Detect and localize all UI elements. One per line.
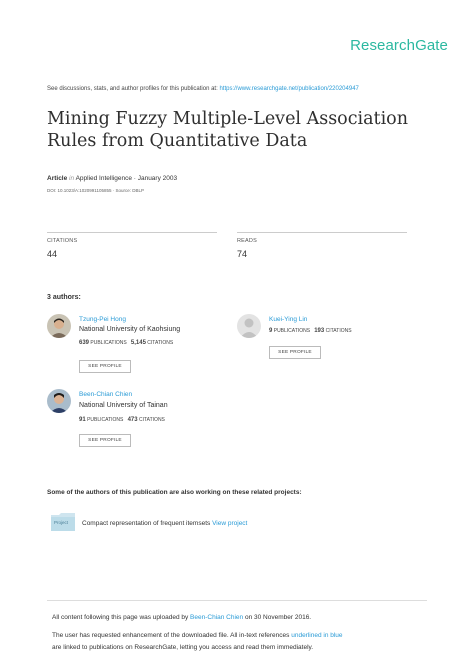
author-publications-count: 91 [79, 417, 86, 423]
uploader-link[interactable]: Been-Chian Chien [190, 614, 244, 621]
discussion-notice [47, 86, 359, 92]
citations-divider [47, 232, 217, 233]
author-citations-label: CITATIONS [147, 340, 174, 346]
author-photo-icon [47, 314, 71, 338]
see-profile-button[interactable]: SEE PROFILE [269, 346, 321, 359]
publication-url-link[interactable]: https://www.researchgate.net/publication/220204947 [219, 86, 359, 92]
author-citations-count: 193 [314, 328, 325, 334]
view-project-link[interactable]: View project [212, 520, 248, 527]
author-publications-label: PUBLICATIONS [87, 417, 124, 423]
project-item [82, 520, 247, 527]
authors-heading: 3 authors: [47, 294, 81, 301]
underlined-link[interactable]: underlined in blue [291, 632, 343, 639]
author-publications-count: 9 [269, 328, 273, 334]
upload-notice [52, 614, 311, 621]
upload-text-pre: All content following this page was uploaded by [52, 614, 189, 621]
footer-divider [47, 600, 427, 601]
discussion-text: See discussions, stats, and author profiles for this publication at: [47, 86, 218, 92]
enhancement-notice [52, 632, 343, 639]
researchgate-logo[interactable]: ResearchGate [350, 37, 448, 54]
related-projects-heading: Some of the authors of this publication are also working on these related projects: [47, 489, 302, 496]
journal-date: Applied Intelligence · January 2003 [75, 175, 178, 182]
default-user-icon [237, 314, 261, 338]
project-title: Compact representation of frequent itemsets [82, 520, 211, 527]
author-photo-icon [47, 389, 71, 413]
author-avatar-kuei-ying-lin[interactable] [237, 314, 261, 338]
linked-notice: are linked to publications on ResearchGate, letting you access and read them immediately. [52, 644, 314, 651]
author-publications-count: 639 [79, 340, 90, 346]
author-avatar-tzung-pei-hong[interactable] [47, 314, 71, 338]
meta-in: in [69, 175, 75, 182]
author-avatar-been-chian-chien[interactable] [47, 389, 71, 413]
project-icon [50, 512, 76, 532]
doi-source: DOI: 10.1023/A:1020991105855 · Source: DBLP [47, 188, 144, 193]
author-stats [79, 417, 165, 423]
author-citations-label: CITATIONS [325, 328, 352, 334]
author-citations-label: CITATIONS [138, 417, 165, 423]
author-stats [79, 340, 173, 346]
see-profile-button[interactable]: SEE PROFILE [79, 434, 131, 447]
author-publications-label: PUBLICATIONS [90, 340, 127, 346]
reads-divider [237, 232, 407, 233]
enhancement-text: The user has requested enhancement of the downloaded file. All in-text references [52, 632, 290, 639]
author-affiliation: National University of Kaohsiung [79, 326, 181, 333]
author-name-link[interactable]: Been-Chian Chien [79, 391, 133, 398]
see-profile-button[interactable]: SEE PROFILE [79, 360, 131, 373]
citations-label: CITATIONS [47, 238, 78, 244]
publication-type: Article [47, 175, 68, 182]
publication-title: Mining Fuzzy Multiple-Level Association Rules from Quantitative Data [47, 109, 408, 151]
reads-count: 74 [237, 249, 248, 259]
project-icon-label: Project [54, 520, 69, 525]
author-stats [269, 328, 352, 334]
author-affiliation: National University of Tainan [79, 402, 168, 409]
citations-count: 44 [47, 249, 58, 259]
author-citations-count: 473 [127, 417, 138, 423]
author-citations-count: 5,145 [130, 340, 146, 346]
author-name-link[interactable]: Kuei-Ying Lin [269, 316, 308, 323]
author-publications-label: PUBLICATIONS [273, 328, 311, 334]
author-name-link[interactable]: Tzung-Pei Hong [79, 316, 126, 323]
publication-meta [47, 175, 177, 182]
upload-text-post: on 30 November 2016. [244, 614, 312, 621]
reads-label: READS [237, 238, 257, 244]
